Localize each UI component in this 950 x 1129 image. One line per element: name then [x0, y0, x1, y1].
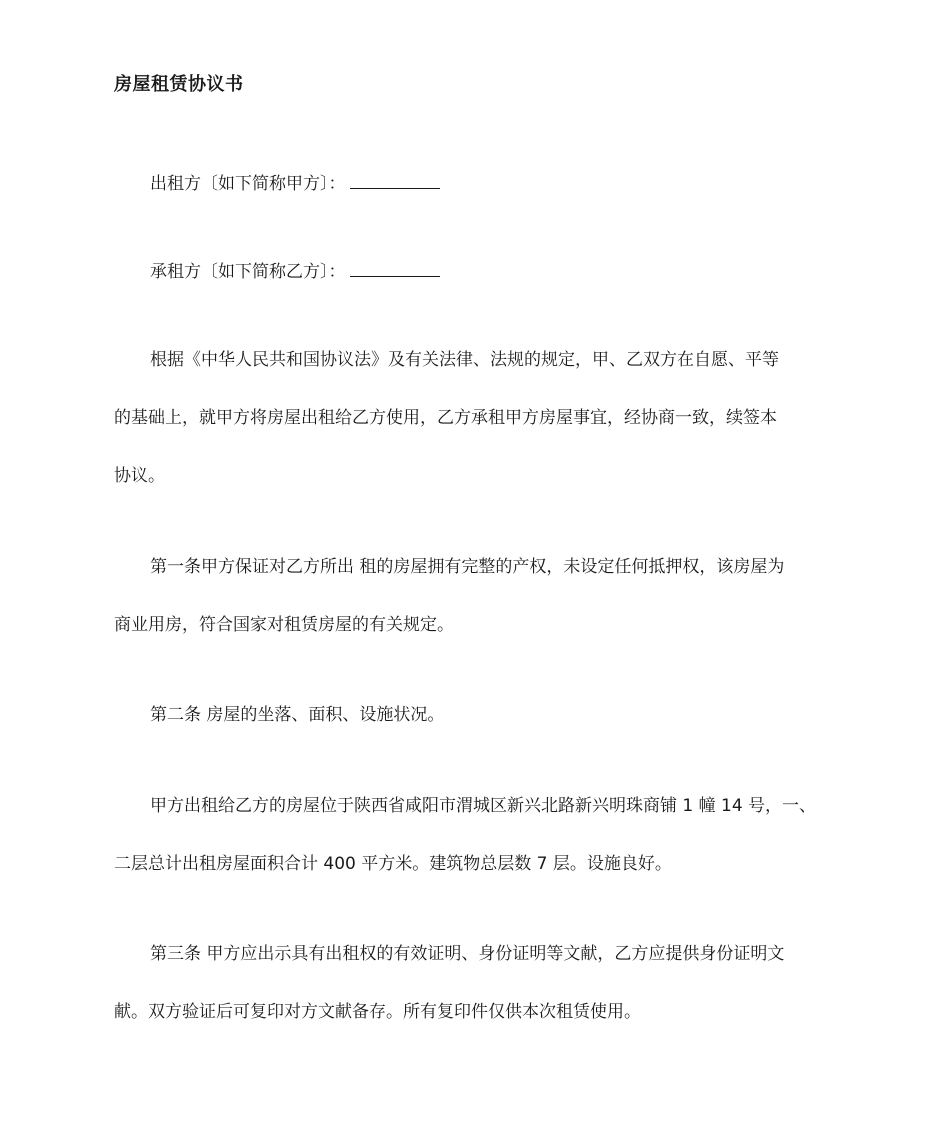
- article3-line-1: 第三条 甲方应出示具有出租权的有效证明、身份证明等文献，乙方应提供身份证明文: [150, 944, 785, 964]
- party-a-blank: [350, 170, 440, 189]
- party-b-blank: [350, 258, 440, 277]
- party-b-line: [150, 258, 440, 284]
- preamble-line-1: 根据《中华人民共和国协议法》及有关法律、法规的规定，甲、乙双方在自愿、平等: [150, 350, 779, 370]
- party-b-label: 承租方〔如下简称乙方〕：: [150, 262, 346, 282]
- article1-line-1: 第一条甲方保证对乙方所出 租的房屋拥有完整的产权，未设定任何抵押权，该房屋为: [150, 557, 785, 577]
- document-title: 房屋租赁协议书: [114, 74, 244, 95]
- party-a-label: 出租方〔如下简称甲方〕：: [150, 174, 346, 194]
- article1-line-2: 商业用房，符合国家对租赁房屋的有关规定。: [114, 615, 454, 635]
- preamble-line-2: 的基础上，就甲方将房屋出租给乙方使用，乙方承租甲方房屋事宜，经协商一致，续签本: [114, 408, 777, 428]
- article2-line-2: 二层总计出租房屋面积合计 400 平方米。建筑物总层数 7 层。设施良好。: [114, 854, 672, 874]
- article3-line-2: 献。双方验证后可复印对方文献备存。所有复印件仅供本次租赁使用。: [114, 1002, 641, 1022]
- party-a-line: [150, 170, 440, 196]
- preamble-line-3: 协议。: [114, 466, 165, 486]
- article2-heading: 第二条 房屋的坐落、面积、设施状况。: [150, 705, 445, 725]
- article2-line-1: 甲方出租给乙方的房屋位于陕西省咸阳市渭城区新兴北路新兴明珠商铺 1 幢 14 号，一、: [150, 796, 817, 816]
